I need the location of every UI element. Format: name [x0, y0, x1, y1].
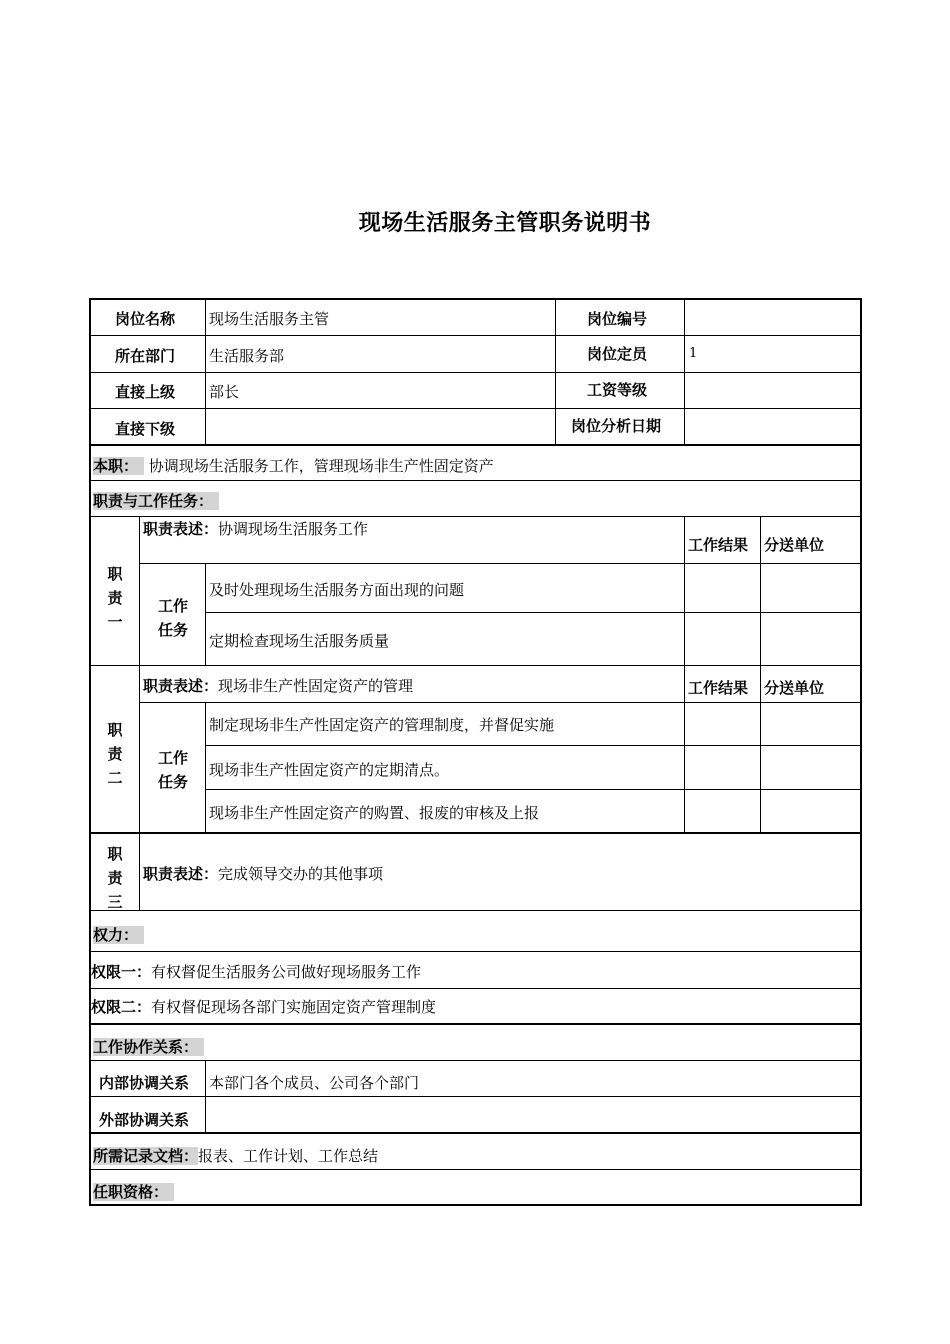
duty2-recipient-header: 分送单位: [764, 679, 825, 697]
job-description-table: [89, 298, 862, 1206]
salary-grade-label: 工资等级: [587, 381, 648, 399]
duty1-task: 定期检查现场生活服务质量: [209, 632, 390, 650]
internal-coordination-label: 内部协调关系: [99, 1074, 190, 1092]
superior-value: 部长: [209, 383, 240, 401]
duty2-label: 职 责 二: [107, 721, 123, 787]
duty1-tasks-label: 工作 任务: [157, 597, 188, 639]
required-records: 所需记录文档：报表、工作计划、工作总结: [93, 1147, 379, 1165]
duty1-task: 及时处理现场生活服务方面出现的问题: [209, 581, 465, 599]
superior-label: 直接上级: [115, 383, 176, 401]
duty2-result-header: 工作结果: [688, 679, 749, 697]
position-no-label: 岗位编号: [587, 310, 648, 328]
duty-summary-label: 本职：: [93, 457, 144, 475]
department-value: 生活服务部: [209, 347, 285, 365]
qualifications-heading: 任职资格：: [93, 1182, 174, 1202]
duty2-task: 现场非生产性固定资产的定期清点。: [209, 761, 450, 779]
authority-item: 权限一：有权督促生活服务公司做好现场服务工作: [91, 963, 422, 981]
duty-summary: [93, 456, 494, 476]
cooperation-heading: 工作协作关系：: [93, 1037, 204, 1057]
external-coordination-label: 外部协调关系: [99, 1111, 190, 1129]
position-name-label: 岗位名称: [115, 310, 176, 328]
duty2-task: 现场非生产性固定资产的购置、报废的审核及上报: [209, 804, 540, 822]
duty2-tasks-label: 工作 任务: [157, 749, 188, 791]
analysis-date-label: 岗位分析日期: [571, 417, 662, 435]
duty2-description: 职责表述：现场非生产性固定资产的管理: [143, 677, 414, 695]
duty3-description: 职责表述：完成领导交办的其他事项: [143, 865, 384, 883]
authority-item: 权限二：有权督促现场各部门实施固定资产管理制度: [91, 998, 437, 1016]
duty-summary-value: 协调现场生活服务工作，管理现场非生产性固定资产: [148, 457, 494, 475]
authority-heading: 权力：: [93, 925, 144, 945]
position-name-value: 现场生活服务主管: [209, 310, 330, 328]
page-title: 现场生活服务主管职务说明书: [358, 211, 652, 236]
internal-coordination-value: 本部门各个成员、公司各个部门: [209, 1074, 420, 1092]
department-label: 所在部门: [115, 347, 176, 365]
duty3-label: 职 责 三: [107, 845, 123, 911]
duty1-description: 职责表述：协调现场生活服务工作: [143, 520, 369, 538]
headcount-value: 1: [689, 346, 698, 361]
headcount-label: 岗位定员: [587, 345, 648, 363]
duty2-task: 制定现场非生产性固定资产的管理制度，并督促实施: [209, 716, 555, 734]
responsibilities-heading: 职责与工作任务：: [93, 491, 219, 511]
duty1-result-header: 工作结果: [688, 536, 749, 554]
subordinate-label: 直接下级: [115, 420, 176, 438]
duty1-label: 职 责 一: [107, 565, 123, 631]
duty1-recipient-header: 分送单位: [764, 536, 825, 554]
